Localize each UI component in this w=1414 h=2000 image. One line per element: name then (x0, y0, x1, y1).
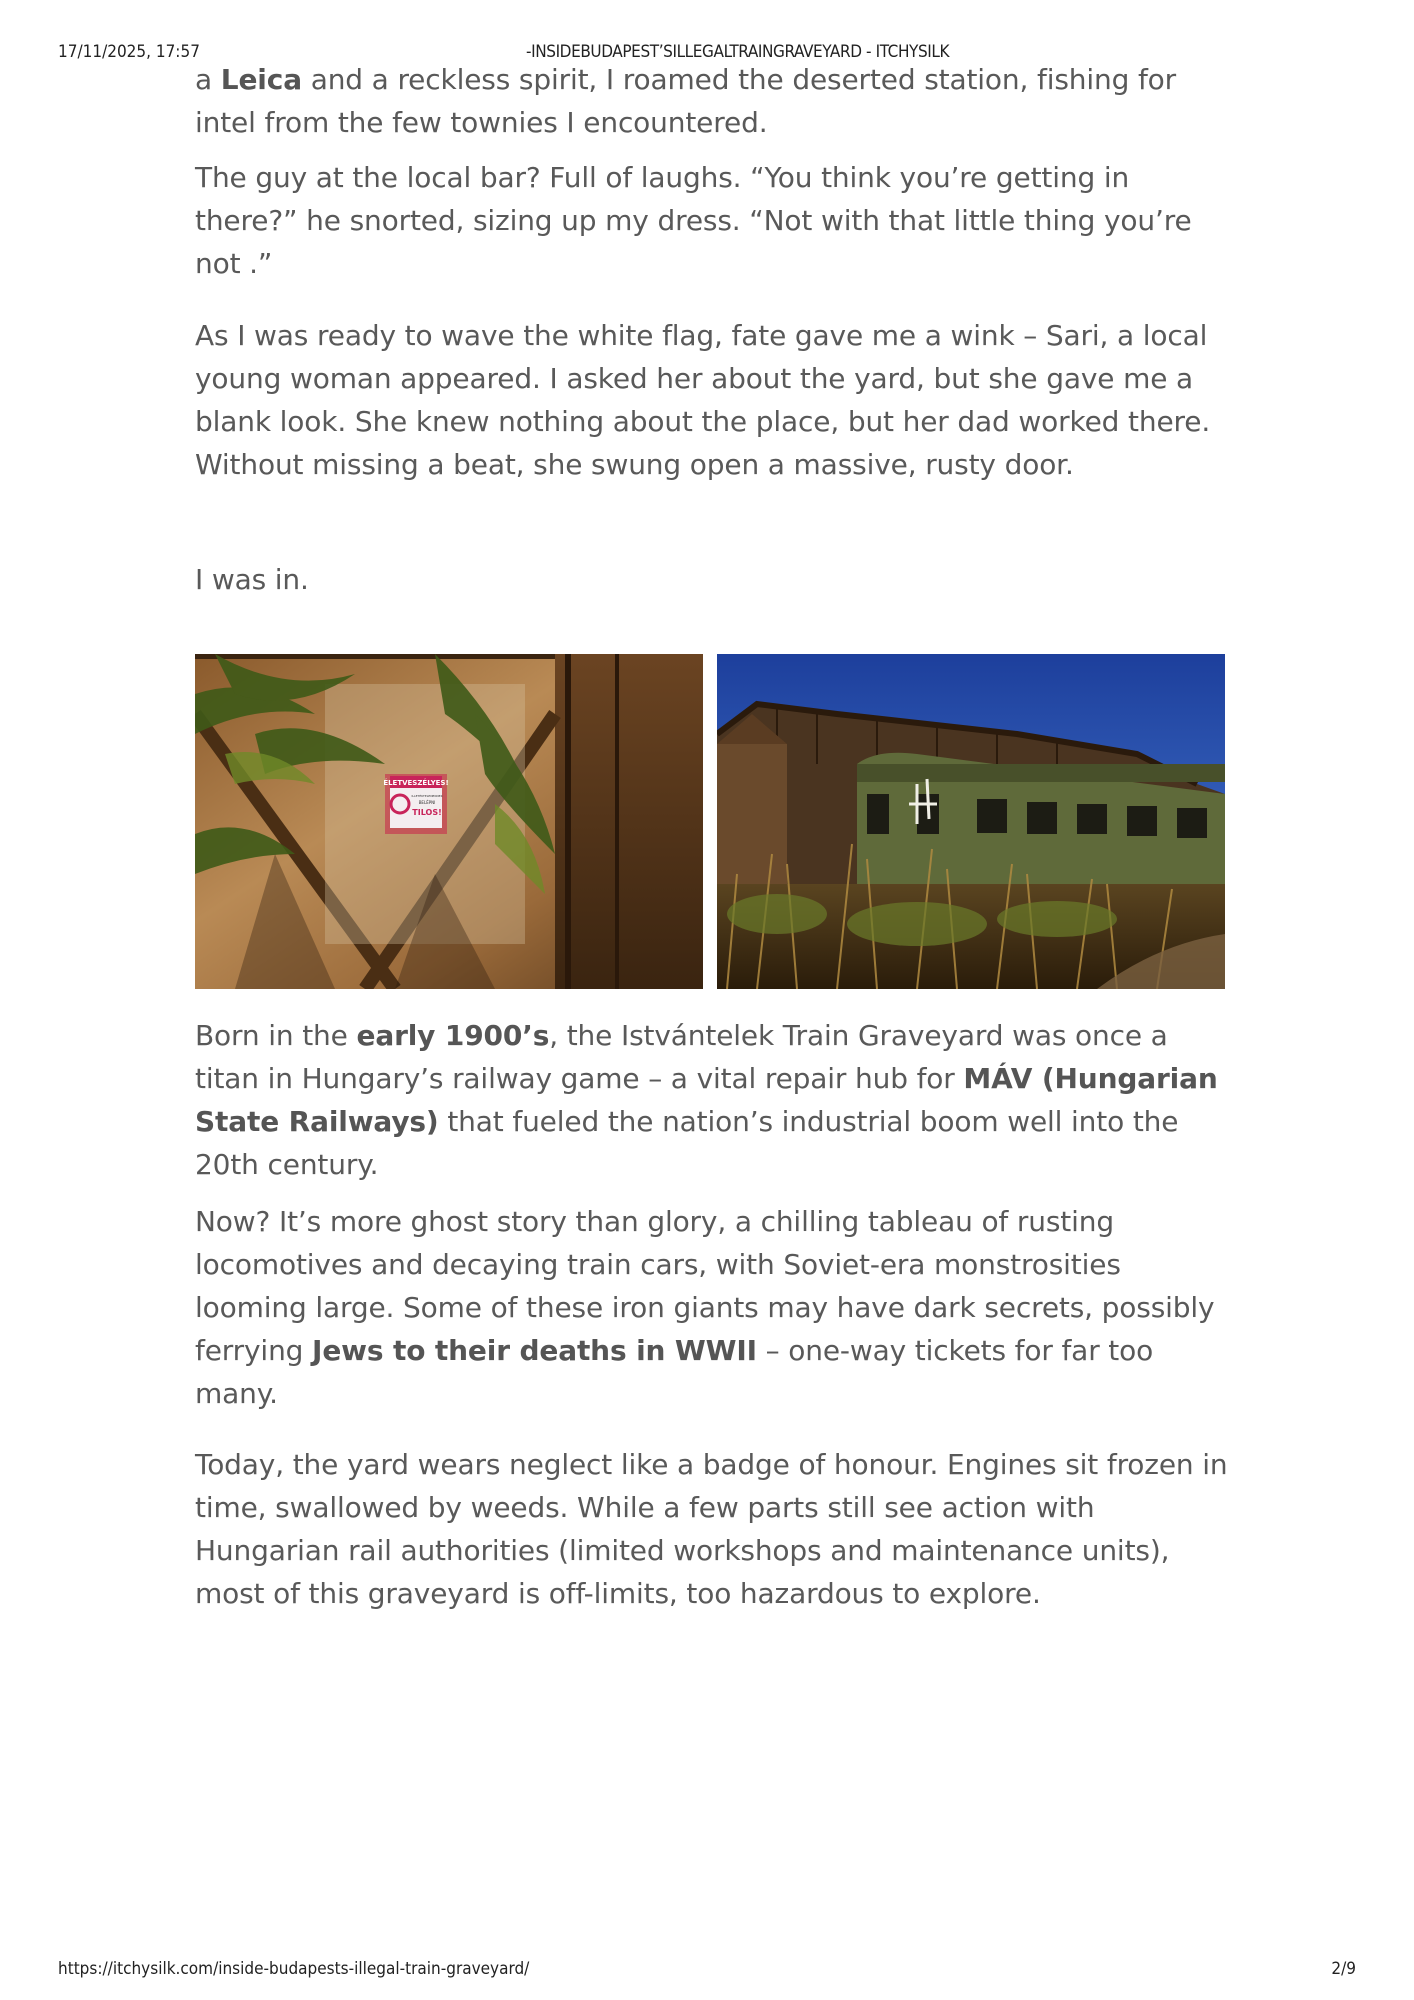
bold-wwii: Jews to their deaths in WWII (312, 1334, 757, 1367)
photo-rusty-door-sign (195, 654, 703, 989)
text-span: a (195, 63, 221, 96)
paragraph-history (195, 1014, 1235, 1186)
sign-line1: ÉLETVESZÉLYES! (383, 779, 449, 787)
text-span: Now? It’s more ghost story than glory, a chilling tableau of rusting locomotives and decaying train cars, with Soviet-era monstrosities looming large. Some of these iron giants may have dark secrets, possibly ferrying (195, 1205, 1215, 1367)
bold-mav: MÁV (Hungarian State Railways) (195, 1062, 1218, 1138)
print-datetime: 17/11/2025, 17:57 (58, 42, 200, 62)
photo-abandoned-train-car (717, 654, 1225, 989)
photo-row (195, 654, 1225, 989)
sign-line4: TILOS! (412, 808, 442, 817)
paragraph-today (195, 1443, 1235, 1615)
paragraph-leica (195, 58, 1235, 144)
bold-leica: Leica (220, 63, 302, 96)
paragraph-ghost-story (195, 1200, 1235, 1415)
text-span: As I was ready to wave the white flag, fate gave me a wink – Sari, a local young woman appeared. I asked her about the yard, but she gave me a blank look. She knew nothing about the place, but her dad worked there. Without missing a beat, she swung open a massive, rusty door. (195, 319, 1211, 481)
text-span: Today, the yard wears neglect like a badge of honour. Engines sit frozen in time, swallowed by weeds. While a few parts still see action with Hungarian rail authorities (limited workshops and maintenance units), most of this graveyard is off-limits, too hazardous to explore. (195, 1448, 1228, 1610)
paragraph-local-bar (195, 156, 1235, 285)
text-span: The guy at the local bar? Full of laughs. “You think you’re getting in there?” he snorted, sizing up my dress. “Not with that little thing you’re not .” (195, 161, 1192, 280)
text-span: I was in. (195, 563, 309, 596)
text-span: Born in the (195, 1019, 357, 1052)
text-span: – one-way tickets for far too many. (195, 1334, 1154, 1410)
paragraph-i-was-in (195, 558, 1235, 601)
sign-line3: BELÉPNI (418, 800, 436, 805)
text-span: that fueled the nation’s industrial boom well into the 20th century. (195, 1105, 1179, 1181)
text-span: , the Istvántelek Train Graveyard was once a titan in Hungary’s railway game – a vital repair hub for (195, 1019, 1168, 1095)
text-span: and a reckless spirit, I roamed the deserted station, fishing for intel from the few townies I encountered. (195, 63, 1177, 139)
print-page-title: -INSIDEBUDAPEST’SILLEGALTRAINGRAVEYARD - ITCHYSILK (526, 42, 950, 62)
paragraph-sari (195, 314, 1235, 486)
page-number: 2/9 (1331, 1959, 1356, 1979)
bold-early-1900s: early 1900’s (356, 1019, 550, 1052)
print-url: https://itchysilk.com/inside-budapests-illegal-train-graveyard/ (58, 1959, 530, 1979)
sign-line2: ILLETÉKTELENEKNEK (411, 794, 443, 798)
